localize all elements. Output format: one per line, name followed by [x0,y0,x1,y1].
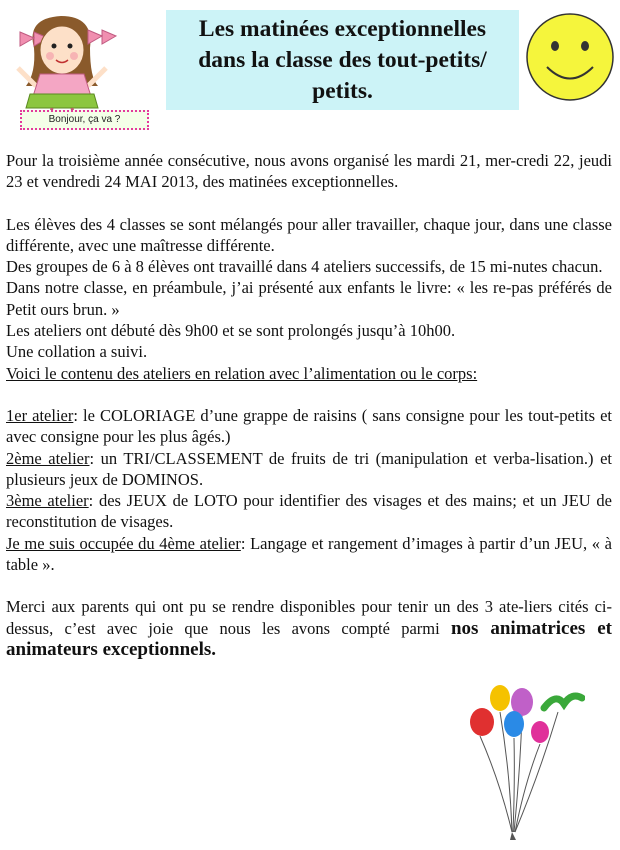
atelier-item [6,533,612,576]
paragraph: Une collation a suivi. [6,342,148,362]
atelier-item [6,448,612,491]
contents-heading: Voici le contenu des ateliers en relation avec l’alimentation ou le corps: [6,363,478,383]
thanks-paragraph [6,596,612,660]
smiley-icon [525,12,615,102]
atelier-item [6,490,612,533]
atelier-label: 1er atelier [6,405,74,425]
title-line: Les matinées exceptionnelles [198,16,487,42]
intro-paragraph: Pour la troisième année consécutive, nous avons organisé les mardi 21, mer-credi 22, jeudi 23 et vendredi 24 MAI 2013, des matinées exceptionnelles. [6,151,612,192]
balloons-drawing [460,672,585,844]
atelier-item [6,405,612,448]
atelier-text: : le COLORIAGE d’une grappe de raisins ( sans consigne pour les tout-petits et avec consigne pour les plus âgés.) [6,405,612,447]
atelier-text: : un TRI/CLASSEMENT de fruits de tri (manipulation et verba-lisation.) et plusieurs jeux de DOMINOS. [6,448,612,489]
atelier-label: 2ème atelier [6,448,90,468]
atelier-text: : Langage et rangement d’images à partir d’un JEU, « à table ». [6,533,612,575]
title-line: petits. [312,78,373,104]
atelier-label: Je me suis occupée du 4ème atelier [6,533,241,553]
paragraph: Les élèves des 4 classes se sont mélangés pour aller travailler, chaque jour, dans une classe différente, avec une maîtresse différente. [6,214,612,255]
thanks-text: Merci aux parents qui ont pu se rendre disponibles pour tenir un des 3 ate-liers cités ci-dessus, c’est avec joie que nous les avons compté parmi [6,597,612,638]
atelier-label: 3ème atelier [6,491,89,511]
body-text [6,150,612,660]
paragraph: Dans notre classe, en préambule, j’ai présenté aux enfants le livre: « les re-pas préférés de Petit ours brun. » [6,278,612,319]
paragraph: Des groupes de 6 à 8 élèves ont travaillé dans 4 ateliers successifs, de 15 mi-nutes chacun. [6,257,603,277]
page-title [166,14,519,107]
atelier-text: : des JEUX de LOTO pour identifier des visages et des mains; et un JEU de reconstitution de visages. [6,491,612,532]
title-line: dans la classe des tout-petits/ [198,47,487,73]
thanks-bold: nos animatrices et animateurs exceptionnels. [6,617,612,660]
girl-caption: Bonjour, ça va ? [20,110,149,130]
paragraph: Les ateliers ont débuté dès 9h00 et se sont prolongés jusqu’à 10h00. [6,321,456,341]
